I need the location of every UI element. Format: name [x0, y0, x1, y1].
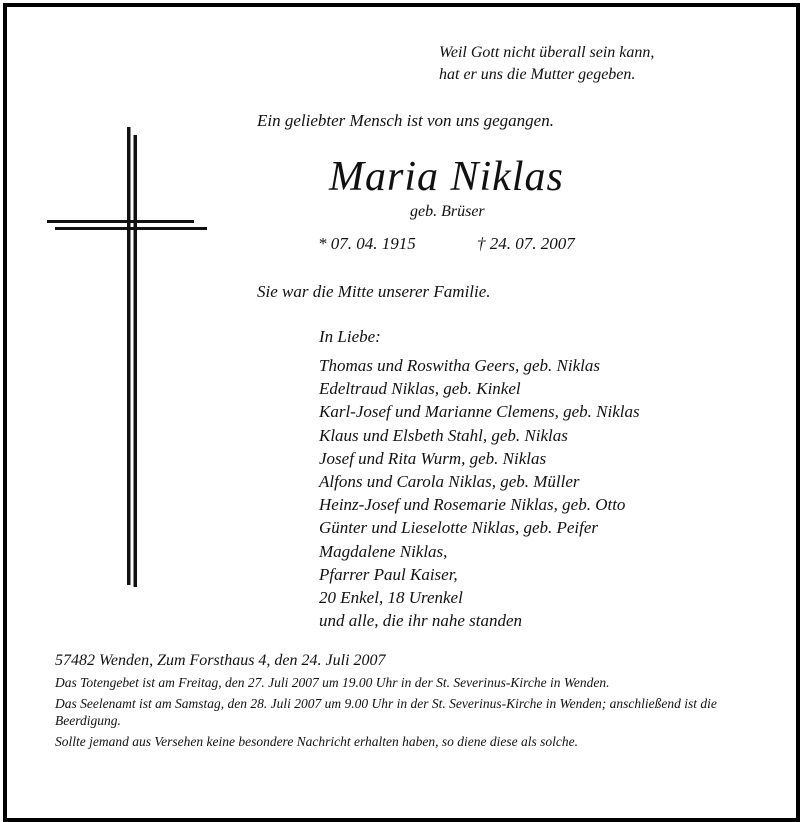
list-item: Thomas und Roswitha Geers, geb. Niklas: [319, 356, 600, 375]
motto-line: Weil Gott nicht überall sein kann,: [439, 44, 655, 61]
list-item: Karl-Josef und Marianne Clemens, geb. Niklas: [319, 402, 640, 422]
service-note: Das Seelenamt ist am Samstag, den 28. Juli 2007 um 9.00 Uhr in der St. Severinus-Kirche in Wenden; anschließend ist die Beerdigung.: [55, 696, 717, 728]
motto: [439, 42, 654, 86]
mourners-heading: In Liebe:: [319, 327, 381, 346]
list-item: Magdalene Niklas,: [319, 541, 448, 561]
list-item: Günter und Lieselotte Niklas, geb. Peifer: [319, 518, 599, 538]
list-item: Pfarrer Paul Kaiser,: [319, 564, 458, 584]
address-line: 57482 Wenden, Zum Forsthaus 4, den 24. Juli 2007: [55, 652, 386, 669]
intro-text: Ein geliebter Mensch ist von uns gegangen.: [257, 111, 554, 130]
birth-date: * 07. 04. 1915: [318, 234, 416, 253]
born-name: geb. Brüser: [410, 203, 485, 220]
list-item: Josef und Rita Wurm, geb. Niklas: [319, 448, 547, 468]
deceased-name: Maria Niklas: [329, 154, 564, 200]
list-item: Alfons und Carola Niklas, geb. Müller: [319, 472, 580, 492]
list-item: 20 Enkel, 18 Urenkel: [319, 588, 463, 608]
service-note: Sollte jemand aus Versehen keine besondere Nachricht erhalten haben, so diene diese als solche.: [55, 734, 579, 749]
list-item: und alle, die ihr nahe standen: [319, 611, 523, 631]
tribute-text: Sie war die Mitte unserer Familie.: [257, 282, 491, 301]
service-note: Das Totengebet ist am Freitag, den 27. Juli 2007 um 19.00 Uhr in der St. Severinus-Kirche in Wenden.: [55, 675, 610, 690]
cross-icon: [47, 127, 217, 592]
mourners-list: [319, 354, 640, 632]
footer: [55, 652, 745, 754]
list-item: Heinz-Josef und Rosemarie Niklas, geb. Otto: [319, 495, 626, 515]
list-item: Edeltraud Niklas, geb. Kinkel: [319, 379, 521, 399]
obituary-card: [3, 3, 800, 822]
list-item: Klaus und Elsbeth Stahl, geb. Niklas: [319, 425, 568, 445]
death-date: † 24. 07. 2007: [477, 234, 575, 253]
motto-line: hat er uns die Mutter gegeben.: [439, 66, 636, 83]
